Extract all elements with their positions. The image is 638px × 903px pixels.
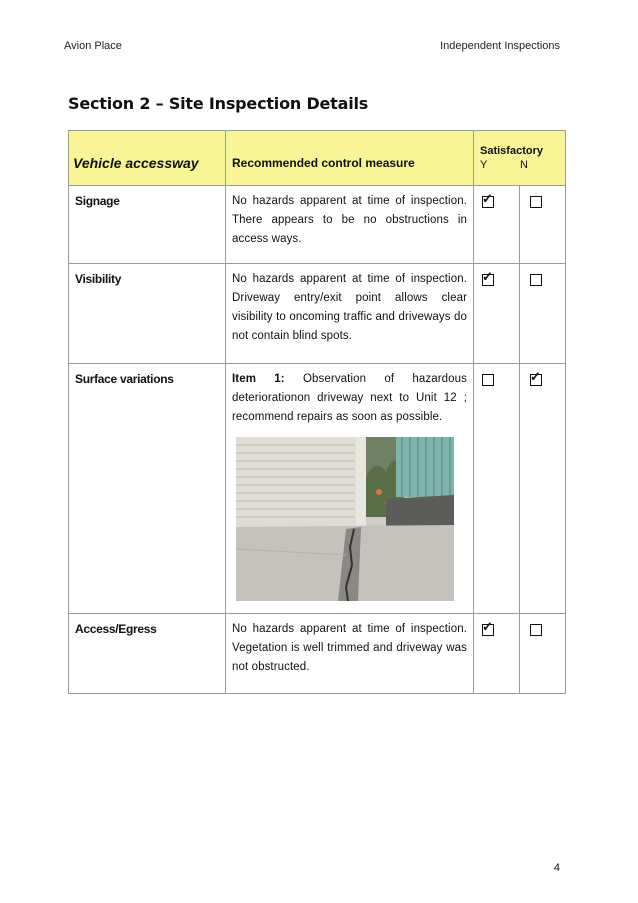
checkbox-n-icon (530, 369, 542, 386)
row-text: Observation of hazardous deteriorationon driveway next to Unit 12 ; recommend repairs as soon as possible. (232, 373, 468, 423)
col-n-label: N (520, 159, 528, 171)
checkbox-y-icon (482, 269, 494, 286)
driveway-photo (236, 437, 454, 601)
checkmark-icon: ✓ (482, 619, 493, 634)
row-label: Surface variations (75, 372, 174, 386)
row-text-wrap (226, 364, 473, 427)
col-vehicle-header: Vehicle accessway (73, 155, 199, 171)
header-left: Avion Place (64, 40, 122, 52)
checkbox-y-icon (482, 619, 494, 636)
table-row (69, 614, 566, 694)
checkbox-n-icon (530, 196, 542, 208)
checkbox-y-icon (482, 191, 494, 208)
table-row (69, 186, 566, 264)
row-label: Visibility (75, 272, 122, 286)
satisfactory-label: Satisfactory (480, 145, 543, 157)
checkmark-icon: ✓ (482, 269, 493, 284)
row-label: Access/Egress (75, 622, 157, 636)
checkbox-n-icon (530, 274, 542, 286)
col-measure-header: Recommended control measure (232, 156, 415, 170)
checkmark-icon: ✓ (530, 369, 541, 384)
row-text: No hazards apparent at time of inspection. Vegetation is well trimmed and driveway was not obstructed. (232, 623, 467, 673)
inspection-table (68, 130, 566, 694)
checkbox-n-icon (530, 624, 542, 636)
table-row (69, 364, 566, 614)
col-satisfactory-header (474, 131, 566, 186)
col-y-label: Y (480, 159, 488, 171)
table-header-row (69, 131, 566, 186)
row-label: Signage (75, 194, 120, 208)
row-text: No hazards apparent at time of inspection. There appears to be no obstructions in access ways. (232, 195, 467, 245)
item-prefix: Item 1: (232, 373, 285, 385)
header-right: Independent Inspections (440, 40, 560, 52)
checkbox-y-icon (482, 374, 494, 386)
checkmark-icon: ✓ (482, 191, 493, 206)
table-row (69, 264, 566, 364)
row-text: No hazards apparent at time of inspection. Driveway entry/exit point allows clear visibility to oncoming traffic and driveways do not contain blind spots. (232, 273, 467, 342)
section-title: Section 2 – Site Inspection Details (68, 94, 369, 113)
page-number: 4 (553, 862, 560, 874)
